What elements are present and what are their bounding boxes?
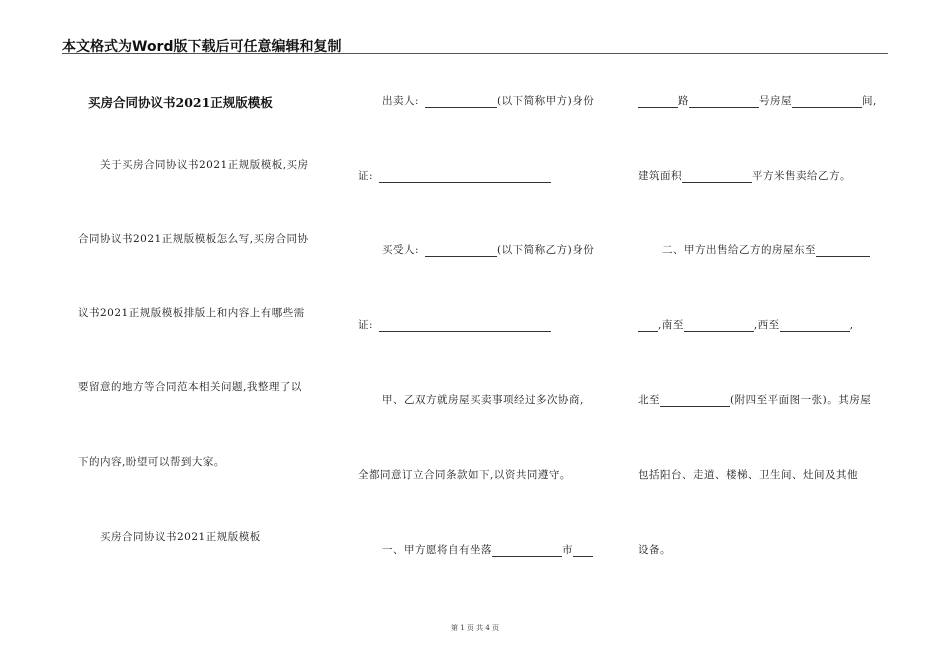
seller-id-line	[358, 168, 551, 183]
intro-line-5: 下的内容,盼望可以帮到大家。	[78, 456, 225, 468]
city-label: 市	[562, 544, 573, 556]
north-line	[638, 392, 871, 407]
buyer-name-blank	[425, 245, 497, 257]
intro-line-4: 要留意的地方等合同范本相关问题,我整理了以	[78, 381, 302, 393]
clause-2-line	[662, 242, 870, 257]
boundary-line	[638, 317, 854, 332]
south-label: ,南至	[658, 319, 684, 331]
seller-id-blank	[379, 171, 551, 183]
buyer-id-label: 证:	[358, 319, 374, 331]
rooms-blank	[792, 96, 862, 108]
agreement-line-2: 全都同意订立合同条款如下,以资共同遵守。	[358, 469, 571, 481]
document-header: 本文格式为Word版下载后可任意编辑和复制	[62, 39, 342, 55]
equipment-line: 设备。	[638, 544, 671, 556]
west-blank	[780, 320, 850, 332]
clause-1-text: 一、甲方愿将自有坐落	[382, 544, 492, 556]
buyer-note: (以下简称乙方)身份	[497, 244, 595, 256]
north-note: (附四至平面图一张)。其房屋	[730, 394, 872, 406]
includes-line: 包括阳台、走道、楼梯、卫生间、灶间及其他	[638, 469, 858, 481]
buyer-line	[382, 242, 594, 257]
number-blank	[689, 96, 759, 108]
seller-id-label: 证:	[358, 170, 374, 182]
area-note: 平方米售卖给乙方。	[752, 170, 851, 182]
address-line	[638, 93, 877, 108]
house-label: 号房屋	[759, 95, 792, 107]
clause-2-text: 二、甲方出售给乙方的房屋东至	[662, 244, 816, 256]
seller-name-blank	[425, 96, 497, 108]
north-blank	[660, 395, 730, 407]
clause-1-line	[382, 542, 593, 557]
area-blank	[682, 171, 752, 183]
section-heading: 买房合同协议书2021正规版模板	[100, 531, 261, 543]
buyer-id-blank	[379, 320, 551, 332]
rooms-label: 间,	[862, 95, 877, 107]
seller-label: 出卖人:	[382, 95, 420, 107]
buyer-id-line	[358, 317, 551, 332]
east-blank	[816, 245, 870, 257]
buyer-label: 买受人:	[382, 244, 420, 256]
boundary-comma: ,	[849, 319, 854, 331]
road-blank	[638, 96, 678, 108]
city-blank	[573, 545, 593, 557]
page-number: 第 1 页 共 4 页	[450, 624, 500, 632]
seller-line	[382, 93, 594, 108]
south-blank	[684, 320, 754, 332]
road-label: 路	[678, 95, 689, 107]
document-title: 买房合同协议书2021正规版模板	[88, 95, 273, 110]
area-label: 建筑面积	[638, 170, 682, 182]
intro-line-1: 关于买房合同协议书2021正规版模板,买房	[100, 159, 309, 171]
location-blank	[492, 545, 562, 557]
seller-note: (以下简称甲方)身份	[497, 95, 595, 107]
agreement-line-1: 甲、乙双方就房屋买卖事项经过多次协商,	[382, 394, 584, 406]
west-label: ,西至	[753, 319, 780, 331]
north-label: 北至	[638, 394, 660, 406]
header-rule	[62, 53, 888, 54]
east-cont-blank	[638, 320, 658, 332]
area-line	[638, 168, 851, 183]
intro-line-3: 议书2021正规版模板排版上和内容上有哪些需	[78, 307, 305, 319]
intro-line-2: 合同协议书2021正规版模板怎么写,买房合同协	[78, 233, 309, 245]
